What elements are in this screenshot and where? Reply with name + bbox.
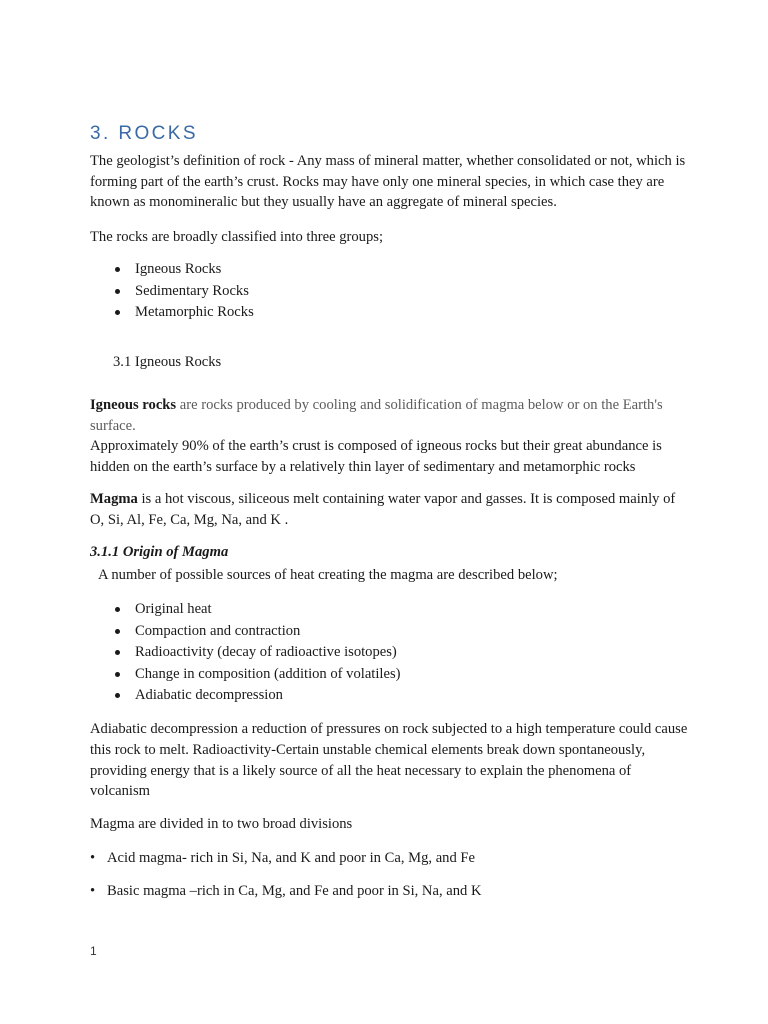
list-item: Original heat — [90, 599, 400, 621]
list-item: Compaction and contraction — [90, 621, 400, 643]
division-basic-magma: • Basic magma –rich in Ca, Mg, and Fe and poor in Si, Na, and K — [90, 881, 690, 901]
magma-term: Magma — [90, 491, 138, 507]
magma-definition-text: is a hot viscous, siliceous melt containing water vapor and gasses. It is composed mainly of O, Si, Al, Fe, Ca, Mg, Na, and K . — [90, 491, 676, 528]
subsection-igneous-rocks: 3.1 Igneous Rocks — [113, 354, 222, 370]
subsection-origin-of-magma: 3.1.1 Origin of Magma — [90, 544, 229, 560]
divisions-intro: Magma are divided in to two broad divisions — [90, 816, 353, 832]
magma-definition — [90, 489, 690, 530]
heat-sources-intro: A number of possible sources of heat creating the magma are described below; — [98, 567, 558, 583]
classification-intro: The rocks are broadly classified into three groups; — [90, 229, 383, 245]
igneous-term: Igneous rocks — [90, 397, 177, 413]
section-heading: 3. ROCKS — [90, 123, 198, 144]
list-item: Radioactivity (decay of radioactive isotopes) — [90, 642, 400, 664]
igneous-definition — [90, 395, 690, 436]
rock-groups-list — [90, 259, 254, 324]
intro-paragraph: The geologist’s definition of rock - Any mass of mineral matter, whether consolidated or not, which is forming part of the earth’s crust. Rocks may have only one mineral species, in which case they are known as monomineralic but they usually have an aggregate of mineral species. — [90, 153, 686, 210]
list-item: Adiabatic decompression — [90, 685, 400, 707]
igneous-abundance-paragraph: Approximately 90% of the earth’s crust is composed of igneous rocks but their great abundance is hidden on the earth’s surface by a relatively thin layer of sedimentary and metamorphic rocks — [90, 438, 662, 475]
division-acid-magma: • Acid magma- rich in Si, Na, and K and poor in Ca, Mg, and Fe — [90, 848, 690, 868]
igneous-definition-text: are rocks produced by cooling and solidification of magma below or on the Earth's surface. — [90, 397, 663, 434]
page-number: 1 — [90, 944, 97, 958]
decompression-paragraph: Adiabatic decompression a reduction of pressures on rock subjected to a high temperature could cause this rock to melt. Radioactivity-Certain unstable chemical elements break down spontaneously, providing energy that is a likely source of all the heat necessary to explain the phenomena of volcanism — [90, 721, 688, 800]
list-item: Igneous Rocks — [90, 259, 254, 281]
heat-sources-list — [90, 599, 400, 707]
list-item: Sedimentary Rocks — [90, 281, 254, 303]
list-item: Change in composition (addition of volatiles) — [90, 664, 400, 686]
list-item: Metamorphic Rocks — [90, 302, 254, 324]
